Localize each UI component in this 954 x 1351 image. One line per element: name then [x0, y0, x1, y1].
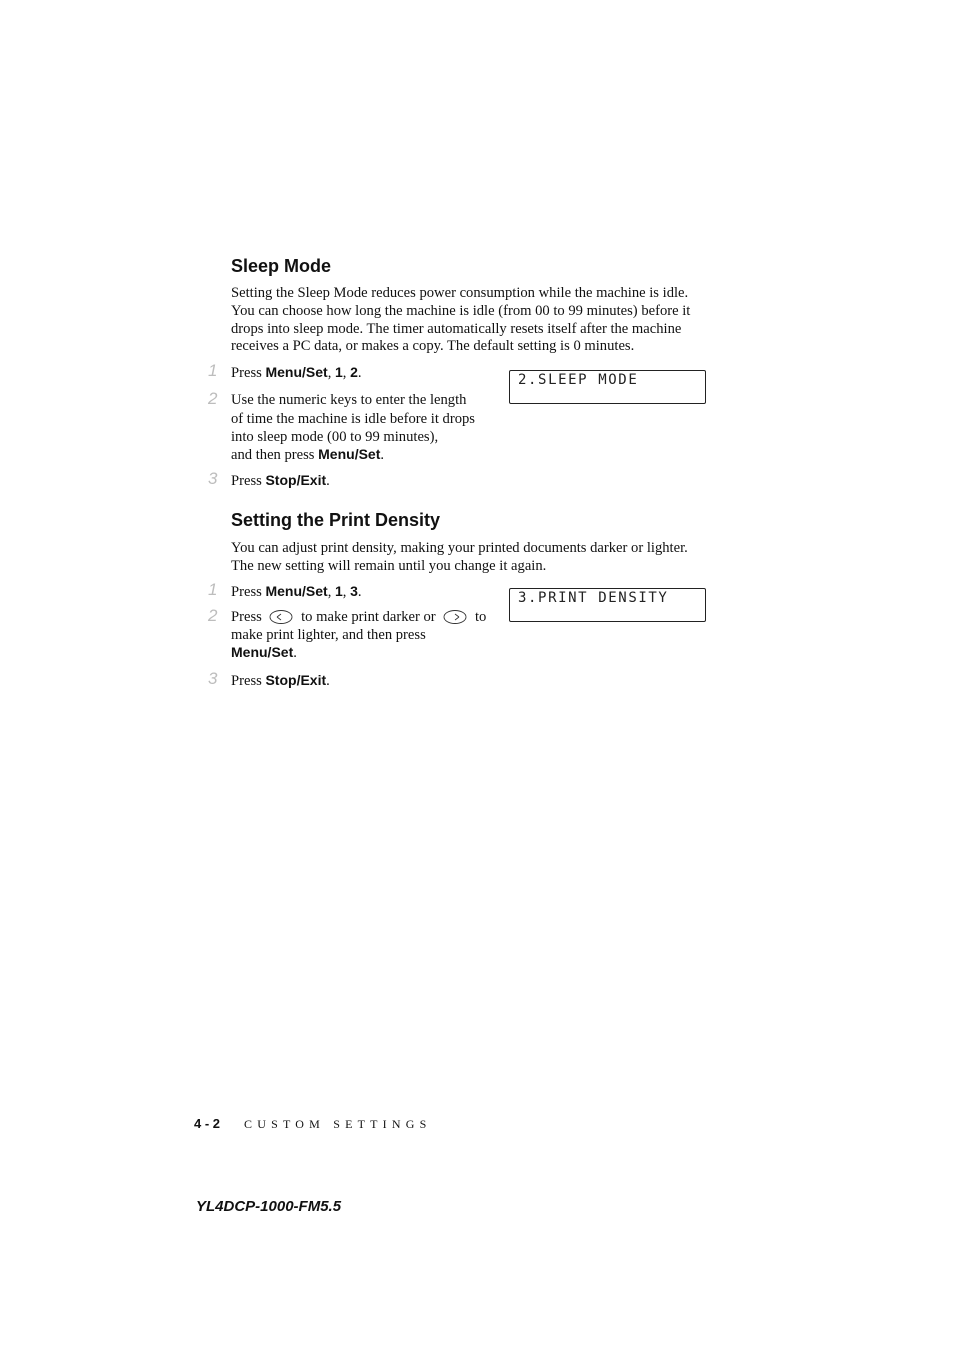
sleep-step-1: [231, 364, 362, 382]
print-density-intro-line: The new setting will remain until you change it again.: [231, 558, 547, 574]
sleep-mode-intro-line: drops into sleep mode. The timer automatically resets itself after the machine: [231, 321, 682, 337]
page-number: 4 - 2: [194, 1116, 221, 1131]
menu-set-key: Menu/Set: [318, 446, 381, 462]
period: .: [326, 673, 330, 689]
stop-exit-key: Stop/Exit: [265, 672, 327, 688]
sleep-mode-intro-line: receives a PC data, or makes a copy. The default setting is 0 minutes.: [231, 338, 635, 354]
menu-set-key: Menu/Set: [265, 583, 328, 599]
sleep-step-2-line: of time the machine is idle before it drops: [231, 411, 475, 427]
chapter-title: CUSTOM SETTINGS: [244, 1117, 432, 1131]
step-number: 3: [208, 469, 218, 488]
separator: ,: [327, 584, 335, 600]
sleep-step-2-line: [231, 446, 384, 464]
step-text: to make print darker or: [301, 609, 436, 625]
menu-set-key: Menu/Set: [265, 364, 328, 380]
separator: ,: [327, 365, 335, 381]
menu-set-key: Menu/Set: [231, 644, 294, 660]
step-text: Press: [231, 673, 266, 689]
period: .: [357, 365, 362, 381]
key-3: 3: [350, 583, 358, 599]
key-2: 2: [350, 364, 358, 380]
period: .: [357, 584, 362, 600]
step-number: 1: [208, 580, 218, 599]
density-step-3: [231, 672, 330, 690]
step-number: 3: [208, 669, 218, 688]
lcd-display-print-density: 3.PRINT DENSITY: [509, 588, 706, 622]
step-text: Press: [231, 609, 262, 625]
period: .: [293, 645, 297, 661]
key-1: 1: [335, 364, 343, 380]
print-density-heading: Setting the Print Density: [231, 510, 441, 530]
stop-exit-key: Stop/Exit: [265, 472, 327, 488]
density-step-2-line: make print lighter, and then press: [231, 627, 426, 643]
lcd-display-sleep-mode: 2.SLEEP MODE: [509, 370, 706, 404]
sleep-mode-heading: Sleep Mode: [231, 256, 332, 276]
sleep-step-2-line: Use the numeric keys to enter the length: [231, 392, 467, 408]
sleep-mode-intro-line: You can choose how long the machine is idle (from 00 to 99 minutes) before it: [231, 303, 691, 319]
document-id: YL4DCP-1000-FM5.5: [196, 1198, 342, 1215]
step-text: and then press: [231, 447, 319, 463]
separator: ,: [342, 365, 351, 381]
density-step-2-line: [231, 644, 297, 662]
step-number: 2: [208, 606, 218, 625]
step-number: 2: [208, 389, 218, 408]
sleep-step-3: [231, 472, 330, 490]
step-number: 1: [208, 361, 218, 380]
key-1: 1: [335, 583, 343, 599]
density-step-1: [231, 583, 362, 601]
sleep-step-2-line: into sleep mode (00 to 99 minutes),: [231, 429, 439, 445]
step-text: Press: [231, 365, 266, 381]
step-text: to: [474, 609, 487, 625]
step-text: Press: [231, 473, 266, 489]
sleep-mode-intro-line: Setting the Sleep Mode reduces power consumption while the machine is idle.: [231, 285, 689, 301]
print-density-intro-line: You can adjust print density, making your printed documents darker or lighter.: [231, 540, 688, 556]
separator: ,: [342, 584, 351, 600]
period: .: [380, 447, 385, 463]
step-text: Press: [231, 584, 266, 600]
right-arrow-key-icon: [443, 609, 467, 630]
period: .: [326, 473, 330, 489]
